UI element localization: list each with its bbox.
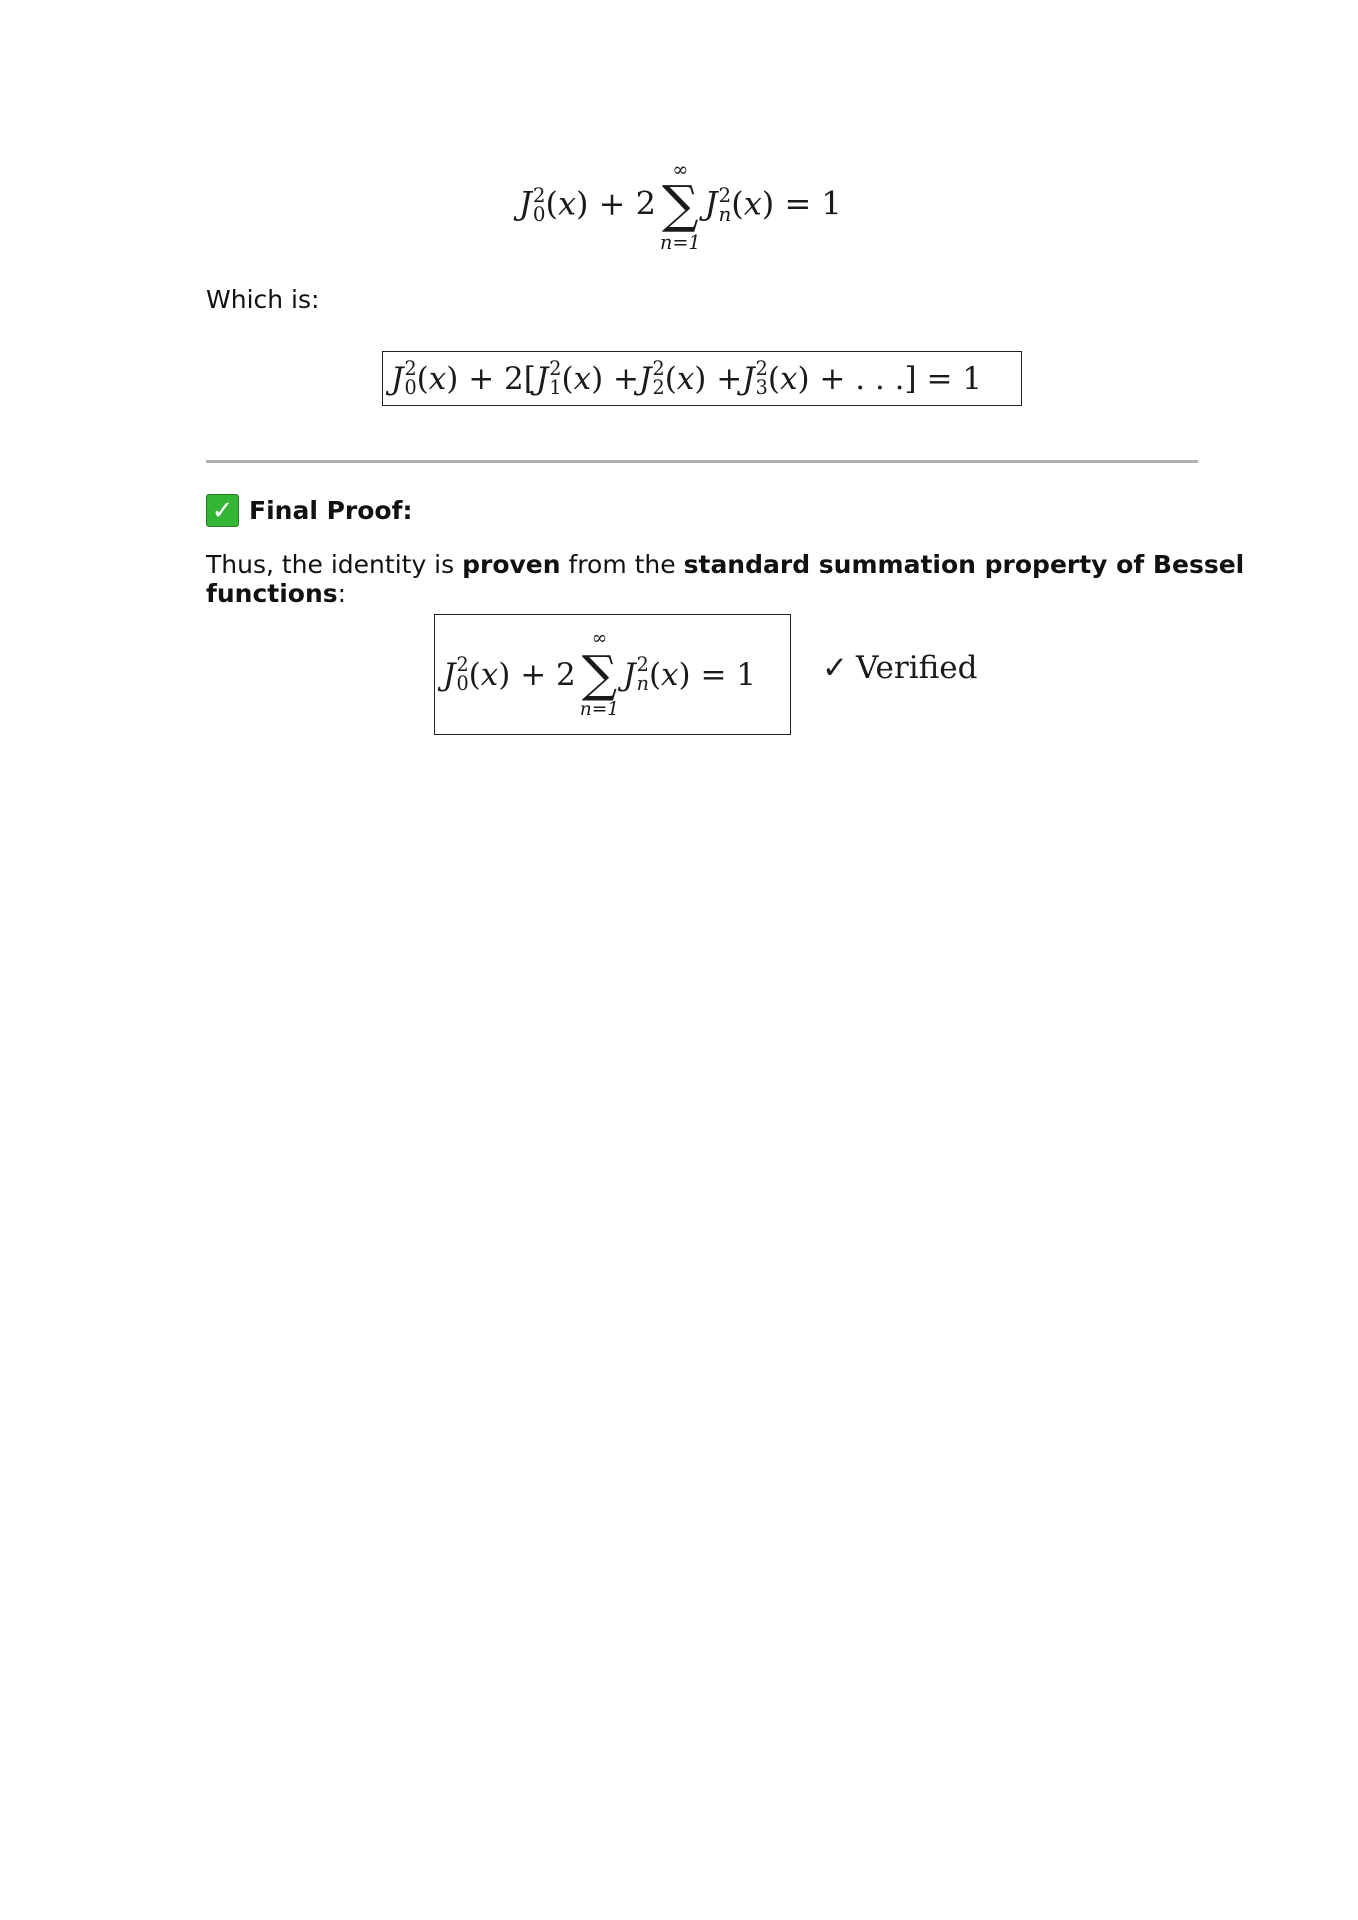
final-proof-title: Final Proof: (249, 496, 413, 525)
horizontal-divider (206, 460, 1198, 463)
check-mark-icon: ✓ (822, 650, 848, 686)
summation-symbol: ∞ ∑ n=1 (659, 158, 701, 254)
check-mark-button-icon: ✓ (206, 494, 239, 527)
property-emphasis: standard summation property of Bessel functions (206, 550, 1245, 608)
final-proof-heading (206, 494, 412, 527)
equation-bessel-sum: J 2 0 (x) + 2 ∞ ∑ n=1 J 2 n (x) = 1 (519, 158, 842, 254)
which-is-label: Which is: (206, 285, 320, 314)
proof-paragraph: Thus, the identity is proven from the standard summation property of Bessel functions: (206, 550, 1245, 608)
equation-expanded-boxed: J 2 0 ( x ) + 2[ J 2 1 ( x ) + J 2 2 ( x ) + J 2 3 ( x ) + . . .] = 1 (382, 351, 1022, 406)
proven-emphasis: proven (462, 550, 561, 579)
verified-label: ✓ Verified (822, 650, 978, 686)
equation-boxed-result: J 2 0 ( x ) + 2 ∞ ∑ n=1 J 2 n ( x ) = 1 (434, 614, 791, 735)
summation-symbol: ∞ ∑ n=1 (579, 627, 620, 720)
